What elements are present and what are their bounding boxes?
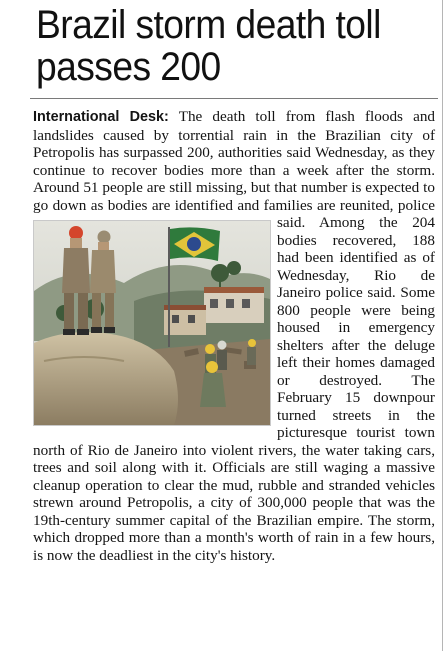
dateline: International Desk: (33, 109, 169, 125)
headline-rule (30, 98, 438, 99)
clipping-edge (442, 0, 443, 651)
article-text: The death toll from flash floods and landslides caused by torrential rain in the Brazilian city of Petropolis has surpassed 200, authorities said Wednesday, as they continue to recover bodies more than a week after the storm. Around 51 people are still missing, but that number is expected to go down as bodies are identified and families are reunited, police said. Among the 204 bodies recovered, 188 had been identified as of Wednesday, Rio de Janeiro police said. Some 800 people were being housed in emergency shelters after the deluge left their homes damaged or destroyed. The February 15 downpour turned streets in the picturesque tourist town north of Rio de Janeiro into violent rivers, the water taking cars, trees and soil along with it. Officials are still waging a massive cleanup operation to clear the mud, rubble and stranded vehicles strewn around Petropolis, a city of 300,000 people that was the 19th-century summer capital of the Brazilian empire. The storm, which dropped more than a month's worth of rain in a few hours, is now the deadliest in the city's history. (33, 108, 436, 564)
photo-wrap-slot (33, 220, 273, 427)
article-body (33, 108, 435, 564)
headline: Brazil storm death toll passes 200 (36, 3, 381, 89)
